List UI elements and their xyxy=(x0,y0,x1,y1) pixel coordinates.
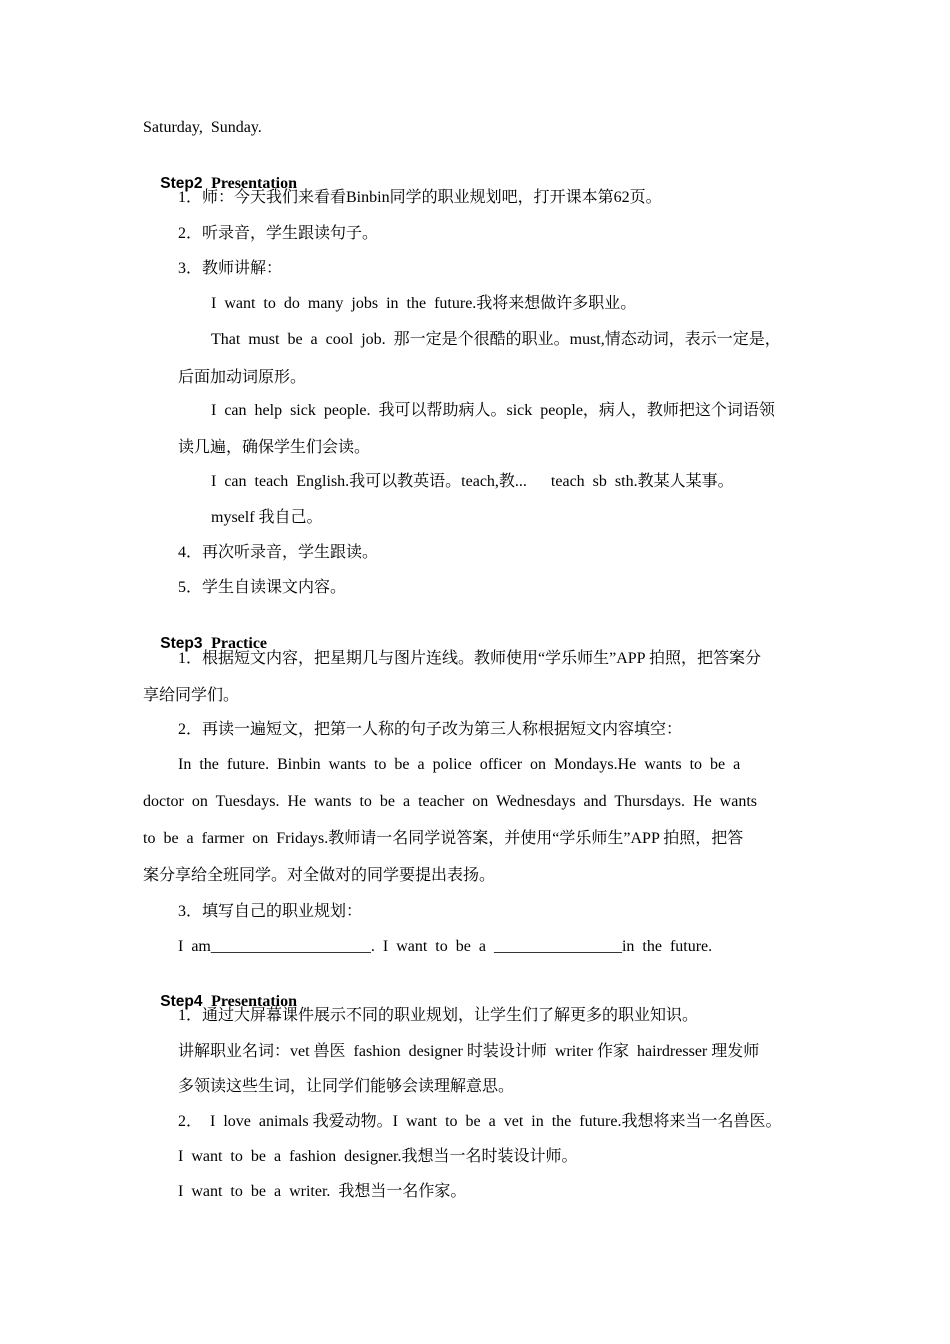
text-line: Saturday, Sunday. xyxy=(143,119,262,136)
text-line: 1．师：今天我们来看看Binbin同学的职业规划吧，打开课本第62页。 xyxy=(178,189,662,206)
heading-step-label: Step4 xyxy=(160,993,203,1010)
text-line: 2． I love animals 我爱动物。I want to be a vet in the future.我想将来当一名兽医。 xyxy=(178,1113,782,1130)
heading-step-label: Step3 xyxy=(160,635,203,652)
text-line: 案分享给全班同学。对全做对的同学要提出表扬。 xyxy=(143,867,496,884)
text-line: I want to do many jobs in the future.我将来想做许多职业。 xyxy=(211,295,637,312)
heading-title: Presentation xyxy=(211,175,297,192)
text-line: 2．听录音，学生跟读句子。 xyxy=(178,225,379,242)
text-line: 4．再次听录音，学生跟读。 xyxy=(178,544,379,561)
text-line: 后面加动词原形。 xyxy=(178,369,307,386)
heading-step-label: Step2 xyxy=(160,175,203,192)
text-line: 1．根据短文内容，把星期几与图片连线。教师使用“学乐师生”APP 拍照，把答案分 xyxy=(178,650,761,667)
text-line: 读几遍，确保学生们会读。 xyxy=(178,439,371,456)
text-line: 3．教师讲解： xyxy=(178,260,283,277)
text-line: 讲解职业名词：vet 兽医 fashion designer 时装设计师 writer 作家 hairdresser 理发师 xyxy=(178,1043,760,1060)
text-line: I want to be a fashion designer.我想当一名时装设计师。 xyxy=(178,1148,578,1165)
fill-in-line: I am____________________. I want to be a ________________in the future. xyxy=(178,938,713,955)
text-line: to be a farmer on Fridays.教师请一名同学说答案，并使用“学乐师生”APP 拍照，把答 xyxy=(143,830,744,847)
text-line: 2．再读一遍短文，把第一人称的句子改为第三人称根据短文内容填空： xyxy=(178,721,683,738)
text-line: 5．学生自读课文内容。 xyxy=(178,579,347,596)
text-line: I can teach English.我可以教英语。teach,教... teach sb sth.教某人某事。 xyxy=(211,473,734,490)
text-line: 1．通过大屏幕课件展示不同的职业规划，让学生们了解更多的职业知识。 xyxy=(178,1007,699,1024)
text-line: That must be a cool job. 那一定是个很酷的职业。must,情态动词，表示一定是， xyxy=(211,331,781,348)
heading-title: Presentation xyxy=(211,993,297,1010)
text-line: I want to be a writer. 我想当一名作家。 xyxy=(178,1183,467,1200)
text-line: In the future. Binbin wants to be a police officer on Mondays.He wants to be a xyxy=(178,756,741,773)
text-line: I can help sick people. 我可以帮助病人。sick people，病人，教师把这个词语领 xyxy=(211,402,775,419)
text-line: doctor on Tuesdays. He wants to be a teacher on Wednesdays and Thursdays. He wants xyxy=(143,793,758,810)
heading-title: Practice xyxy=(211,635,268,652)
text-line: myself 我自己。 xyxy=(211,509,323,526)
text-line: 多领读这些生词，让同学们能够会读理解意思。 xyxy=(178,1078,515,1095)
text-line: 3．填写自己的职业规划： xyxy=(178,903,363,920)
text-line: 享给同学们。 xyxy=(143,687,240,704)
